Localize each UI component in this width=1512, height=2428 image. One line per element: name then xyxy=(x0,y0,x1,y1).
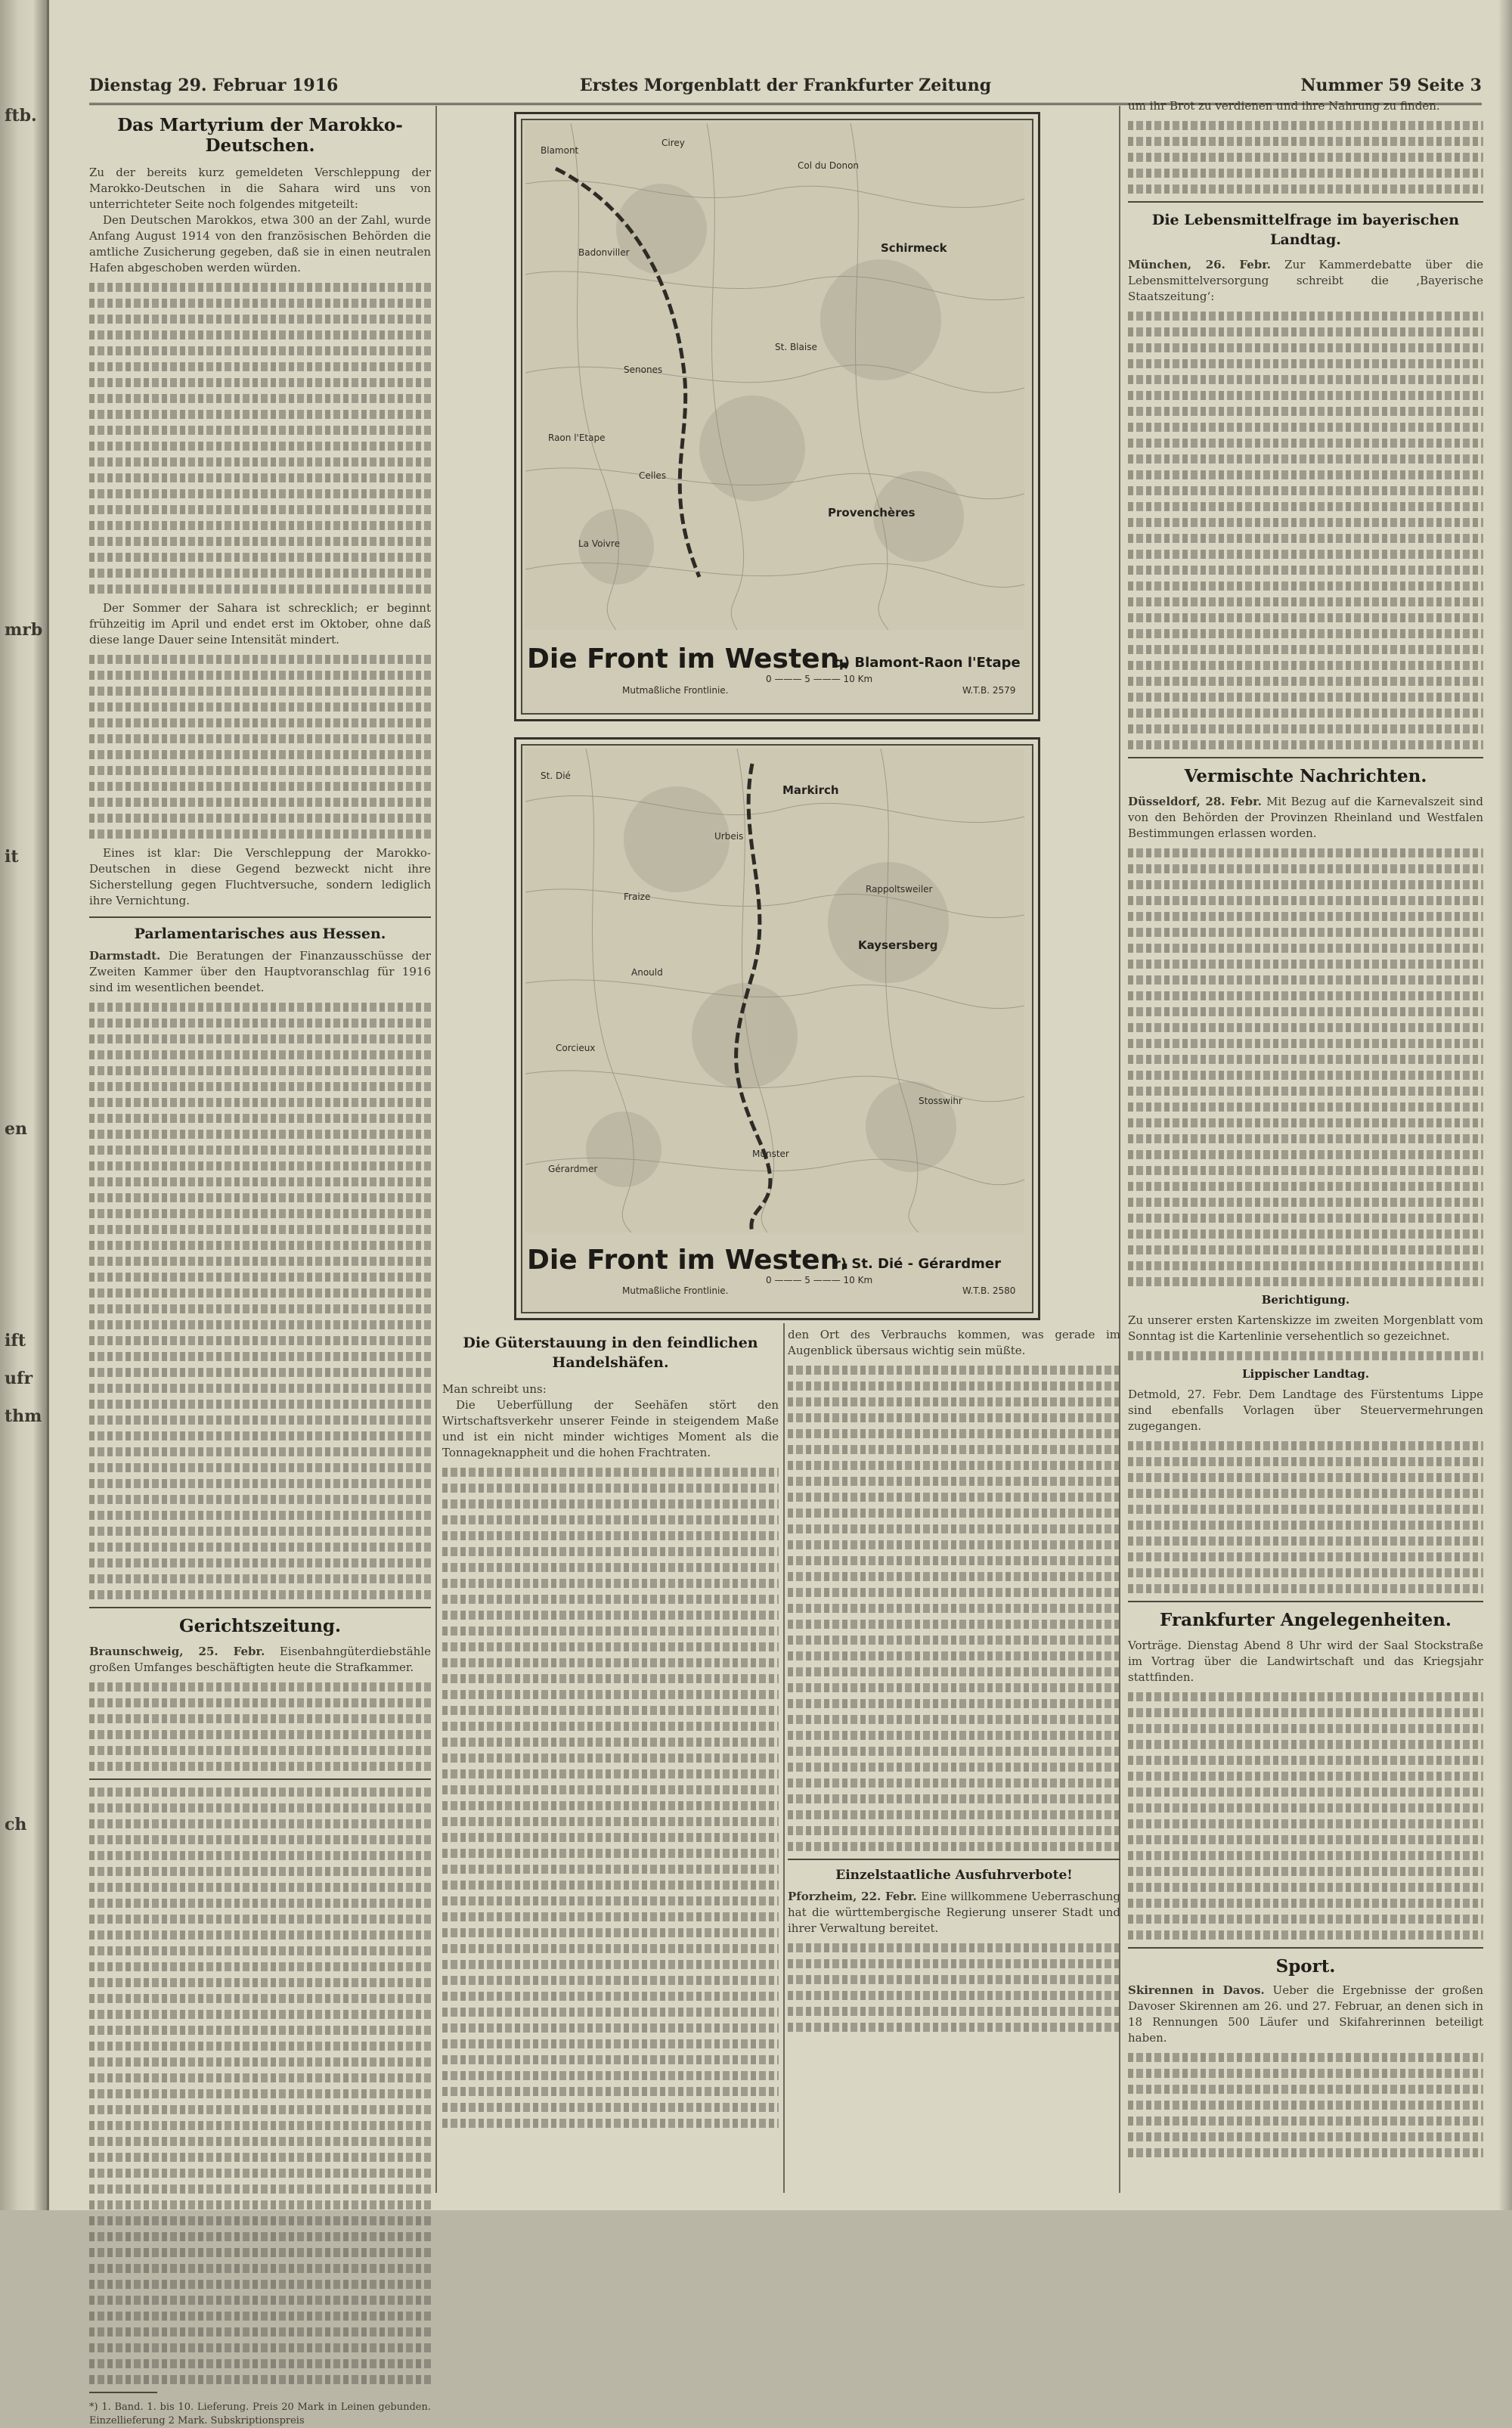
place-label: Senones xyxy=(624,364,663,375)
place-label: Fraize xyxy=(624,892,651,902)
notice-text: Detmold, 27. Febr. Dem Landtage des Fürstentums Lippe sind ebenfalls Vorlagen über Steuervermehrungen zugegangen. xyxy=(1128,1388,1483,1433)
footnote: *) 1. Band. 1. bis 10. Lieferung. Preis 20 Mark in Leinen gebunden. Einzellieferung 2 Mark. Subskriptionspreis xyxy=(89,2402,431,2426)
map-title: Die Front im Westen. xyxy=(527,1245,850,1276)
place-label: Celles xyxy=(639,470,667,481)
edge-fragment: ift xyxy=(5,1331,26,1350)
edge-fragment: it xyxy=(5,847,19,867)
article-paragraph: Pforzheim, 22. Febr. Eine willkommene Ueberraschung hat die württembergische Regierung unserer Stadt und ihrer Verwaltung bereitet. xyxy=(788,1890,1120,1935)
column-4 xyxy=(1128,98,1483,2164)
dateline: Pforzheim, 22. Febr. xyxy=(788,1890,917,1903)
article-paragraph: München, 26. Febr. Zur Kammerdebatte über die Lebensmittelversorgung schreibt die ‚Bayerische Staatszeitung‘: xyxy=(1128,258,1483,303)
notice-head: Berichtigung. xyxy=(1261,1293,1350,1307)
article-intro: Man schreibt uns: xyxy=(442,1382,547,1396)
map-scale: 0 ——— 5 ——— 10 Km xyxy=(766,674,873,684)
map-credit: W.T.B. 2580 xyxy=(962,1285,1016,1296)
dateline: Düsseldorf, 28. Febr. xyxy=(1128,795,1262,808)
map-credit: W.T.B. 2579 xyxy=(962,685,1016,696)
article-paragraph: Eines ist klar: Die Verschleppung der Marokko-Deutschen in diese Gegend bezweckt nicht ihre Sicherstellung gegen Fluchtversuche, sondern lediglich ihre Vernichtung. xyxy=(89,846,431,907)
place-label: Col du Donon xyxy=(798,160,860,171)
place-label: Corcieux xyxy=(556,1043,596,1053)
map-subtitle: q) Blamont-Raon l'Etape xyxy=(834,655,1021,671)
article-lead: Zu der bereits kurz gemeldeten Verschleppung der Marokko-Deutschen in die Sahara wird uns von unterrichteter Seite noch folgendes mitgeteilt: xyxy=(89,166,431,211)
map-title: Die Front im Westen. xyxy=(527,643,850,674)
headline-vermischte: Vermischte Nachrichten. xyxy=(1184,766,1427,786)
headline-gericht: Gerichtszeitung. xyxy=(178,1616,342,1636)
map-st-die xyxy=(514,737,1040,1320)
headline-ausfuhrverbote: Einzelstaatliche Ausfuhrverbote! xyxy=(835,1868,1073,1883)
headline-lebensmittel: Die Lebensmittelfrage im bayerischen Landtag. xyxy=(1151,212,1460,248)
column-3 xyxy=(788,1327,1120,2039)
column-1 xyxy=(89,110,431,2428)
map-legend: Mutmaßliche Frontlinie. xyxy=(622,685,729,696)
place-label: Rappoltsweiler xyxy=(866,884,933,895)
article-paragraph: um ihr Brot zu verdienen und ihre Nahrung zu finden. xyxy=(1128,99,1440,113)
page-shadow xyxy=(1498,0,1512,2210)
article-paragraph: Vorträge. Dienstag Abend 8 Uhr wird der Saal Stockstraße im Vortrag über die Landwirtschaft und das Kriegsjahr stattfinden. xyxy=(1128,1639,1483,1684)
article-paragraph: Düsseldorf, 28. Febr. Mit Bezug auf die Karnevalszeit sind von den Behörden der Provinzen Rheinland und Westfalen Bestimmungen erlassen worden. xyxy=(1128,795,1483,840)
headline-marokko: Das Martyrium der Marokko-Deutschen. xyxy=(117,115,403,156)
edge-fragment: ufr xyxy=(5,1369,33,1388)
dateline: Skirennen in Davos. xyxy=(1128,1983,1265,1997)
place-label: Blamont xyxy=(541,145,579,156)
place-label: Gérardmer xyxy=(548,1164,598,1174)
headline-hessen: Parlamentarisches aus Hessen. xyxy=(134,926,386,942)
place-label: Badonviller xyxy=(578,247,630,258)
place-label: St. Blaise xyxy=(775,342,817,352)
edge-fragment: ftb. xyxy=(5,106,37,126)
masthead-issue: Nummer 59 Seite 3 xyxy=(1300,76,1482,95)
edge-fragment: ch xyxy=(5,1815,27,1834)
edge-fragment: mrb xyxy=(5,620,43,640)
dateline: Braunschweig, 25. Febr. xyxy=(89,1645,265,1658)
notice-text: Zu unserer ersten Kartenskizze im zweiten Morgenblatt vom Sonntag ist die Kartenlinie versehentlich so gezeichnet. xyxy=(1128,1313,1483,1343)
place-label: Kaysersberg xyxy=(858,938,938,952)
map-subtitle: r) St. Dié - Gérardmer xyxy=(834,1256,1001,1272)
edge-fragment: thm xyxy=(5,1406,42,1426)
masthead-date: Dienstag 29. Februar 1916 xyxy=(89,76,339,95)
map-drawing xyxy=(525,749,1024,1233)
article-paragraph: Die Ueberfüllung der Seehäfen stört den Wirtschaftsverkehr unserer Feinde in steigendem Maße und ist ein nicht minder wichtiges Moment als die Tonnageknappheit und die hohen Frachtraten. xyxy=(442,1398,779,1459)
place-label: Urbeis xyxy=(714,831,744,842)
map-scale: 0 ——— 5 ——— 10 Km xyxy=(766,1275,873,1285)
place-label: La Voivre xyxy=(578,538,620,549)
article-paragraph: Braunschweig, 25. Febr. Eisenbahngüterdiebstähle großen Umfanges beschäftigten heute die Strafkammer. xyxy=(89,1645,431,1674)
place-label: Provenchères xyxy=(828,506,916,519)
column-2 xyxy=(442,1327,779,2135)
map-legend: Mutmaßliche Frontlinie. xyxy=(622,1285,729,1296)
headline-sport: Sport. xyxy=(1275,1956,1336,1977)
article-paragraph: Der Sommer der Sahara ist schrecklich; er beginnt frühzeitig im April und endet erst im Oktober, ohne daß diese lange Dauer seine Intensität mindert. xyxy=(89,601,431,647)
map-blamont xyxy=(514,112,1040,721)
headline-gueterstauung: Die Güterstauung in den feindlichen Handelshäfen. xyxy=(463,1335,758,1371)
place-label: Stosswihr xyxy=(919,1096,962,1106)
notice-head: Lippischer Landtag. xyxy=(1241,1367,1370,1381)
edge-fragment: en xyxy=(5,1119,27,1139)
place-label: Schirmeck xyxy=(881,241,947,255)
place-label: Anould xyxy=(631,967,663,978)
masthead-title: Erstes Morgenblatt der Frankfurter Zeitung xyxy=(579,76,992,95)
place-label: St. Dié xyxy=(541,771,571,781)
column-rule xyxy=(435,106,437,2193)
map-drawing xyxy=(525,123,1024,630)
adjacent-page-edge xyxy=(0,0,49,2210)
article-paragraph: Darmstadt. Die Beratungen der Finanzausschüsse der Zweiten Kammer über den Hauptvoranschlag für 1916 sind im wesentlichen beendet. xyxy=(89,949,431,994)
place-label: Cirey xyxy=(662,138,685,148)
place-label: Münster xyxy=(752,1149,789,1159)
place-label: Markirch xyxy=(782,783,839,797)
headline-frankfurter: Frankfurter Angelegenheiten. xyxy=(1160,1610,1452,1630)
article-paragraph: Den Deutschen Marokkos, etwa 300 an der Zahl, wurde Anfang August 1914 von den französischen Behörden die amtliche Zusicherung gegeben, daß sie in einen neutralen Hafen abgeschoben werden würden. xyxy=(89,213,431,274)
article-paragraph: Skirennen in Davos. Ueber die Ergebnisse der großen Davoser Skirennen am 26. und 27. Februar, an denen sich in 18 Rennungen 500 Läufer und Skifahrerinnen beteiligt haben. xyxy=(1128,1983,1483,2045)
column-rule xyxy=(783,1323,785,2193)
dateline: München, 26. Febr. xyxy=(1128,258,1272,271)
article-paragraph: den Ort des Verbrauchs kommen, was gerade im Augenblick übersaus wichtig sein müßte. xyxy=(788,1328,1120,1357)
dateline: Darmstadt. xyxy=(89,949,161,963)
place-label: Raon l'Etape xyxy=(548,433,606,443)
